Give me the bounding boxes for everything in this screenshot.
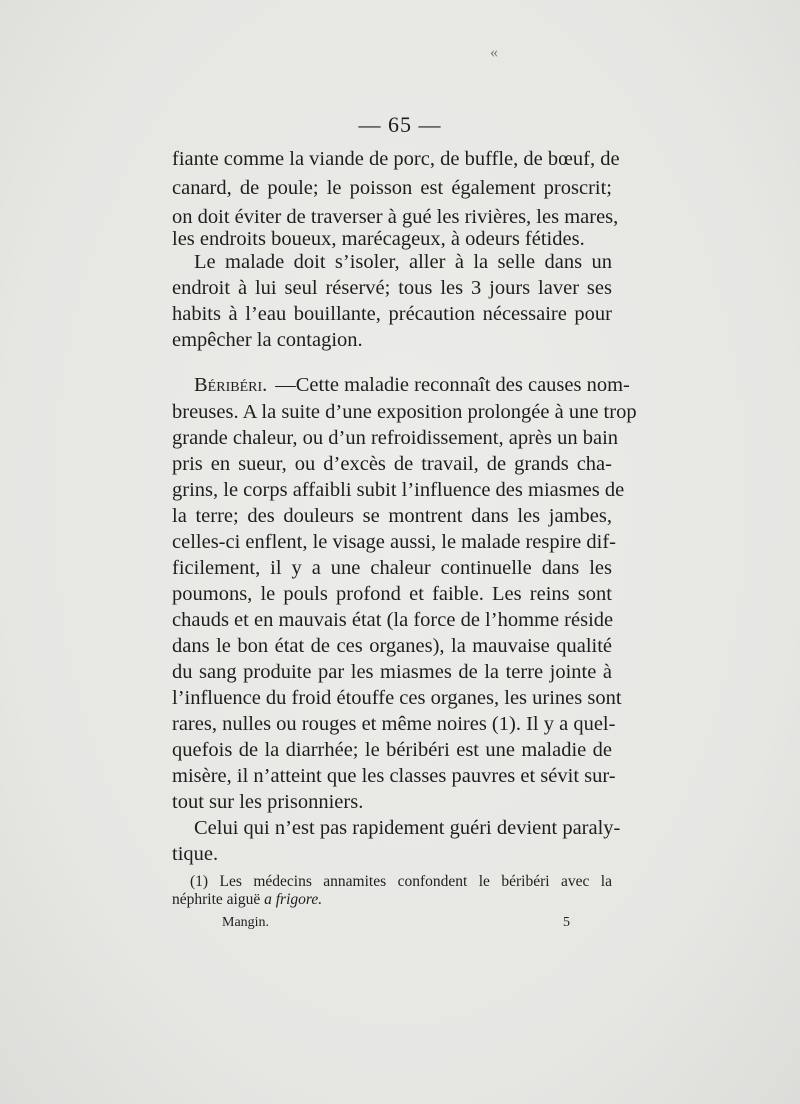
section-heading: Béribéri.: [194, 374, 268, 396]
text-line: poumons, le pouls profond et faible. Les reins sont: [172, 583, 612, 605]
text-line: pris en sueur, ou d’excès de travail, de grands cha-: [172, 453, 612, 475]
text-line: grande chaleur, ou d’un refroidissement, après un bain: [172, 427, 619, 449]
corner-mark: «: [490, 44, 498, 61]
footnote-text: néphrite aiguë: [172, 891, 265, 908]
text-line: misère, il n’atteint que les classes pauvres et sévit sur-: [172, 765, 616, 787]
text-line: tout sur les prisonniers.: [172, 791, 364, 813]
text-line: tique.: [172, 843, 219, 865]
text-line: l’influence du froid étouffe ces organes, les urines sont: [172, 687, 622, 709]
text-line: ficilement, il y a une chaleur continuelle dans les: [172, 557, 612, 579]
text-line: du sang produite par les miasmes de la terre jointe à: [172, 661, 612, 683]
text-line: quefois de la diarrhée; le béribéri est une maladie de: [172, 739, 612, 761]
text-line: rares, nulles ou rouges et même noires (1). Il y a quel-: [172, 713, 616, 735]
footer-sheet-number: 5: [563, 915, 570, 930]
text-line: dans le bon état de ces organes), la mauvaise qualité: [172, 635, 612, 657]
text-line: habits à l’eau bouillante, précaution nécessaire pour: [172, 303, 612, 325]
text-line: celles-ci enflent, le visage aussi, le malade respire dif-: [172, 531, 616, 553]
text-line: Celui qui n’est pas rapidement guéri devient paraly-: [194, 817, 621, 839]
text-line: canard, de poule; le poisson est également proscrit;: [172, 177, 612, 199]
text-line: —Cette maladie reconnaît des causes nom-: [275, 374, 630, 396]
footer-signature: Mangin.: [222, 915, 270, 930]
text-line: grins, le corps affaibli subit l’influence des miasmes de: [172, 479, 625, 501]
page-number: — 65 —: [358, 112, 442, 137]
text-line: empêcher la contagion.: [172, 329, 363, 351]
text-line: fiante comme la viande de porc, de buffle, de bœuf, de: [172, 148, 620, 170]
text-line: Le malade doit s’isoler, aller à la selle dans un: [194, 251, 612, 273]
footnote-line: [172, 890, 612, 910]
text-line: la terre; des douleurs se montrent dans les jambes,: [172, 505, 612, 527]
text-line: les endroits boueux, marécageux, à odeurs fétides.: [172, 228, 585, 250]
text-line: breuses. A la suite d’une exposition prolongée à une trop: [172, 401, 637, 423]
footnote-line: (1) Les médecins annamites confondent le béribéri avec la: [190, 873, 612, 890]
text-line: on doit éviter de traverser à gué les rivières, les mares,: [172, 206, 619, 228]
text-line: chauds et en mauvais état (la force de l’homme réside: [172, 609, 614, 631]
footnote-italic-text: a frigore.: [264, 891, 323, 908]
text-line: endroit à lui seul réservé; tous les 3 jours laver ses: [172, 277, 612, 299]
paragraph-beriberi-first-line: [194, 372, 630, 399]
